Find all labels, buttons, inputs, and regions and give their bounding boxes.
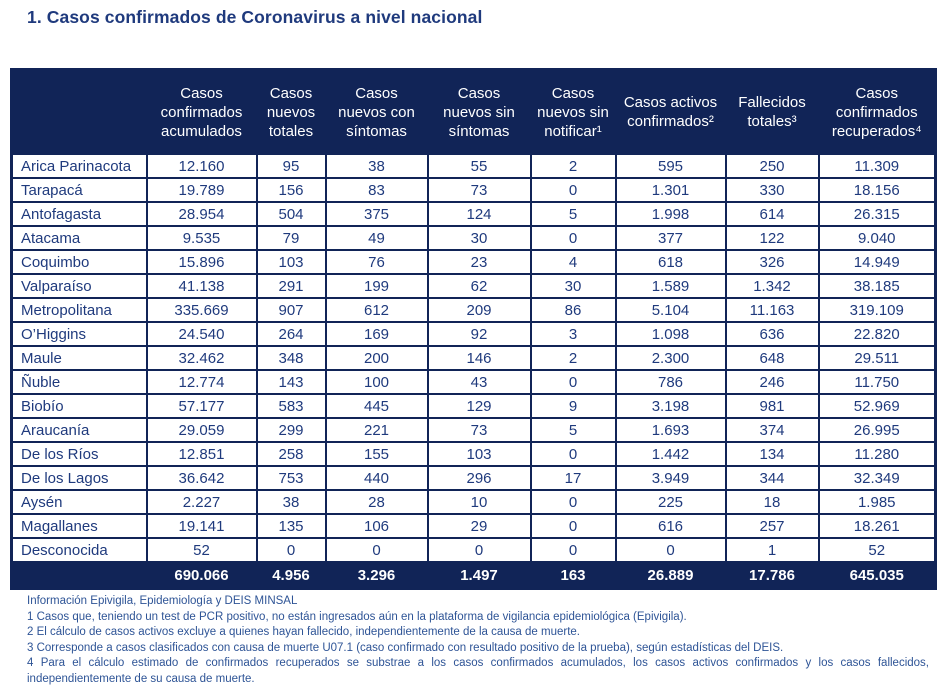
value-cell: 5.104	[616, 298, 726, 322]
value-cell: 445	[326, 394, 428, 418]
total-value-cell: 690.066	[147, 562, 257, 589]
value-cell: 79	[257, 226, 326, 250]
value-cell: 648	[726, 346, 819, 370]
value-cell: 319.109	[819, 298, 936, 322]
value-cell: 5	[531, 418, 616, 442]
column-header: Casos activos confirmados²	[616, 70, 726, 155]
region-name-cell: Desconocida	[12, 538, 147, 562]
value-cell: 1.998	[616, 202, 726, 226]
cases-table	[10, 68, 937, 590]
table-row	[12, 178, 936, 202]
region-column-header	[12, 70, 147, 155]
value-cell: 32.349	[819, 466, 936, 490]
total-value-cell: 163	[531, 562, 616, 589]
table-row	[12, 442, 936, 466]
value-cell: 1	[726, 538, 819, 562]
column-header: Casos nuevos con síntomas	[326, 70, 428, 155]
total-value-cell: 17.786	[726, 562, 819, 589]
value-cell: 786	[616, 370, 726, 394]
region-name-cell: Araucanía	[12, 418, 147, 442]
value-cell: 0	[326, 538, 428, 562]
value-cell: 106	[326, 514, 428, 538]
value-cell: 169	[326, 322, 428, 346]
table-row	[12, 250, 936, 274]
value-cell: 11.750	[819, 370, 936, 394]
value-cell: 9.040	[819, 226, 936, 250]
value-cell: 122	[726, 226, 819, 250]
value-cell: 616	[616, 514, 726, 538]
value-cell: 2	[531, 154, 616, 178]
value-cell: 612	[326, 298, 428, 322]
value-cell: 17	[531, 466, 616, 490]
value-cell: 57.177	[147, 394, 257, 418]
value-cell: 26.315	[819, 202, 936, 226]
total-value-cell: 645.035	[819, 562, 936, 589]
region-name-cell: Magallanes	[12, 514, 147, 538]
value-cell: 753	[257, 466, 326, 490]
value-cell: 15.896	[147, 250, 257, 274]
column-header: Fallecidos totales³	[726, 70, 819, 155]
value-cell: 18	[726, 490, 819, 514]
value-cell: 52	[147, 538, 257, 562]
region-name-cell: Antofagasta	[12, 202, 147, 226]
value-cell: 264	[257, 322, 326, 346]
value-cell: 95	[257, 154, 326, 178]
table-row	[12, 298, 936, 322]
value-cell: 5	[531, 202, 616, 226]
value-cell: 83	[326, 178, 428, 202]
value-cell: 0	[531, 490, 616, 514]
value-cell: 76	[326, 250, 428, 274]
value-cell: 12.774	[147, 370, 257, 394]
footnote-1: 1 Casos que, teniendo un test de PCR positivo, no están ingresados aún en la plataforma de vigilancia epidemiológica (Epivigila).	[27, 610, 687, 623]
totals-empty-cell	[12, 562, 147, 589]
value-cell: 41.138	[147, 274, 257, 298]
table-body	[12, 154, 936, 589]
value-cell: 52.969	[819, 394, 936, 418]
value-cell: 200	[326, 346, 428, 370]
value-cell: 257	[726, 514, 819, 538]
value-cell: 32.462	[147, 346, 257, 370]
value-cell: 146	[428, 346, 531, 370]
value-cell: 18.156	[819, 178, 936, 202]
value-cell: 12.160	[147, 154, 257, 178]
column-header: Casos confirmados recuperados⁴	[819, 70, 936, 155]
value-cell: 291	[257, 274, 326, 298]
value-cell: 43	[428, 370, 531, 394]
value-cell: 0	[531, 370, 616, 394]
value-cell: 299	[257, 418, 326, 442]
region-name-cell: O’Higgins	[12, 322, 147, 346]
region-name-cell: Aysén	[12, 490, 147, 514]
value-cell: 1.589	[616, 274, 726, 298]
table-row	[12, 274, 936, 298]
value-cell: 22.820	[819, 322, 936, 346]
table-row	[12, 394, 936, 418]
region-name-cell: Maule	[12, 346, 147, 370]
total-value-cell: 26.889	[616, 562, 726, 589]
value-cell: 9.535	[147, 226, 257, 250]
value-cell: 250	[726, 154, 819, 178]
value-cell: 9	[531, 394, 616, 418]
footnote-4: 4 Para el cálculo estimado de confirmados recuperados se substrae a los casos confirmados acumulados, los casos activos confirmados y los casos fallecidos, independientemente de su causa de muerte.	[27, 657, 929, 685]
total-value-cell: 1.497	[428, 562, 531, 589]
value-cell: 636	[726, 322, 819, 346]
column-header: Casos nuevos sin síntomas	[428, 70, 531, 155]
value-cell: 1.342	[726, 274, 819, 298]
value-cell: 0	[616, 538, 726, 562]
value-cell: 3.949	[616, 466, 726, 490]
page-title: 1. Casos confirmados de Coronavirus a nivel nacional	[27, 7, 483, 27]
value-cell: 199	[326, 274, 428, 298]
region-name-cell: De los Ríos	[12, 442, 147, 466]
value-cell: 209	[428, 298, 531, 322]
value-cell: 92	[428, 322, 531, 346]
value-cell: 221	[326, 418, 428, 442]
value-cell: 2	[531, 346, 616, 370]
table-row	[12, 490, 936, 514]
value-cell: 1.693	[616, 418, 726, 442]
column-header: Casos confirmados acumulados	[147, 70, 257, 155]
value-cell: 11.163	[726, 298, 819, 322]
table-header	[12, 70, 936, 155]
table-row	[12, 322, 936, 346]
region-name-cell: Ñuble	[12, 370, 147, 394]
value-cell: 38.185	[819, 274, 936, 298]
value-cell: 12.851	[147, 442, 257, 466]
value-cell: 618	[616, 250, 726, 274]
value-cell: 0	[531, 226, 616, 250]
value-cell: 225	[616, 490, 726, 514]
table-row	[12, 154, 936, 178]
header-row	[12, 70, 936, 155]
table-row	[12, 346, 936, 370]
value-cell: 62	[428, 274, 531, 298]
region-name-cell: Metropolitana	[12, 298, 147, 322]
value-cell: 0	[531, 538, 616, 562]
value-cell: 0	[257, 538, 326, 562]
value-cell: 1.442	[616, 442, 726, 466]
column-header: Casos nuevos sin notificar¹	[531, 70, 616, 155]
table-row	[12, 202, 936, 226]
value-cell: 3	[531, 322, 616, 346]
value-cell: 296	[428, 466, 531, 490]
value-cell: 19.141	[147, 514, 257, 538]
value-cell: 258	[257, 442, 326, 466]
value-cell: 24.540	[147, 322, 257, 346]
total-value-cell: 4.956	[257, 562, 326, 589]
value-cell: 143	[257, 370, 326, 394]
value-cell: 10	[428, 490, 531, 514]
value-cell: 135	[257, 514, 326, 538]
value-cell: 0	[531, 442, 616, 466]
value-cell: 1.985	[819, 490, 936, 514]
region-name-cell: Tarapacá	[12, 178, 147, 202]
value-cell: 38	[257, 490, 326, 514]
value-cell: 26.995	[819, 418, 936, 442]
totals-row	[12, 562, 936, 589]
value-cell: 0	[531, 514, 616, 538]
value-cell: 73	[428, 178, 531, 202]
value-cell: 134	[726, 442, 819, 466]
value-cell: 30	[428, 226, 531, 250]
value-cell: 583	[257, 394, 326, 418]
table-row	[12, 418, 936, 442]
value-cell: 1.301	[616, 178, 726, 202]
value-cell: 28	[326, 490, 428, 514]
value-cell: 23	[428, 250, 531, 274]
value-cell: 29.511	[819, 346, 936, 370]
value-cell: 335.669	[147, 298, 257, 322]
value-cell: 2.227	[147, 490, 257, 514]
footnote-3: 3 Corresponde a casos clasificados con causa de muerte U07.1 (caso confirmado con resultado positivo de la prueba), según estadísticas del DEIS.	[27, 641, 784, 654]
total-value-cell: 3.296	[326, 562, 428, 589]
value-cell: 348	[257, 346, 326, 370]
value-cell: 38	[326, 154, 428, 178]
footnote-2: 2 El cálculo de casos activos excluye a quienes hayan fallecido, independientemente de la causa de muerte.	[27, 626, 580, 638]
value-cell: 155	[326, 442, 428, 466]
value-cell: 100	[326, 370, 428, 394]
value-cell: 73	[428, 418, 531, 442]
column-header: Casos nuevos totales	[257, 70, 326, 155]
region-name-cell: De los Lagos	[12, 466, 147, 490]
table-row	[12, 538, 936, 562]
value-cell: 11.280	[819, 442, 936, 466]
value-cell: 1.098	[616, 322, 726, 346]
table-row	[12, 514, 936, 538]
value-cell: 29.059	[147, 418, 257, 442]
value-cell: 374	[726, 418, 819, 442]
value-cell: 504	[257, 202, 326, 226]
value-cell: 440	[326, 466, 428, 490]
value-cell: 4	[531, 250, 616, 274]
value-cell: 344	[726, 466, 819, 490]
value-cell: 614	[726, 202, 819, 226]
value-cell: 55	[428, 154, 531, 178]
value-cell: 0	[428, 538, 531, 562]
value-cell: 907	[257, 298, 326, 322]
value-cell: 0	[531, 178, 616, 202]
value-cell: 30	[531, 274, 616, 298]
value-cell: 330	[726, 178, 819, 202]
value-cell: 18.261	[819, 514, 936, 538]
value-cell: 595	[616, 154, 726, 178]
value-cell: 326	[726, 250, 819, 274]
region-name-cell: Valparaíso	[12, 274, 147, 298]
value-cell: 49	[326, 226, 428, 250]
value-cell: 129	[428, 394, 531, 418]
footer-notes	[27, 594, 929, 687]
region-name-cell: Atacama	[12, 226, 147, 250]
value-cell: 28.954	[147, 202, 257, 226]
value-cell: 36.642	[147, 466, 257, 490]
value-cell: 14.949	[819, 250, 936, 274]
value-cell: 11.309	[819, 154, 936, 178]
value-cell: 3.198	[616, 394, 726, 418]
region-name-cell: Coquimbo	[12, 250, 147, 274]
value-cell: 156	[257, 178, 326, 202]
table-row	[12, 226, 936, 250]
value-cell: 2.300	[616, 346, 726, 370]
value-cell: 19.789	[147, 178, 257, 202]
value-cell: 981	[726, 394, 819, 418]
region-name-cell: Arica Parinacota	[12, 154, 147, 178]
value-cell: 124	[428, 202, 531, 226]
source-line: Información Epivigila, Epidemiología y DEIS MINSAL	[27, 595, 298, 607]
value-cell: 246	[726, 370, 819, 394]
value-cell: 375	[326, 202, 428, 226]
value-cell: 103	[257, 250, 326, 274]
value-cell: 52	[819, 538, 936, 562]
value-cell: 86	[531, 298, 616, 322]
region-name-cell: Biobío	[12, 394, 147, 418]
value-cell: 29	[428, 514, 531, 538]
table-row	[12, 466, 936, 490]
value-cell: 377	[616, 226, 726, 250]
value-cell: 103	[428, 442, 531, 466]
table-row	[12, 370, 936, 394]
